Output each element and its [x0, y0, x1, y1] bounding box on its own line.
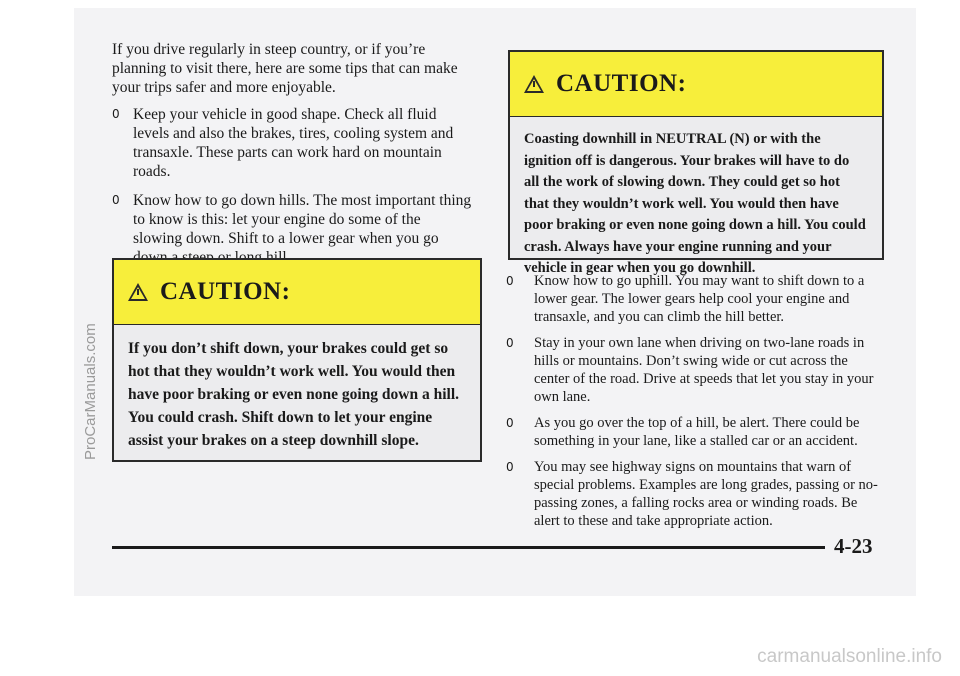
list-item-text: As you go over the top of a hill, be alert. There could be something in your lane, like a stalled car or an accident. [534, 415, 860, 449]
warning-triangle-icon [524, 75, 544, 93]
bottom-watermark: carmanualsonline.info [757, 646, 942, 667]
side-watermark: ProCarManuals.com [82, 323, 99, 460]
caution-title: CAUTION: [556, 70, 687, 97]
bullet-icon: 0 [112, 107, 120, 121]
bullet-icon: 0 [506, 416, 514, 430]
list-item-text: Know how to go uphill. You may want to shift down to a lower gear. The lower gears help cool your engine and transaxle, and you can climb the hill better. [534, 273, 865, 325]
bullet-icon: 0 [506, 274, 514, 288]
caution-body: Coasting downhill in NEUTRAL (N) or with the ignition off is dangerous. Your brakes will have to do all the work of slowing down. They could get so hot that they wouldn’t work well. You would then have poor braking or even none going down a hill. You could crash. Always have your engine running and your vehicle in gear when you go downhill. [524, 131, 866, 276]
list-item [502, 272, 882, 326]
caution-body: If you don’t shift down, your brakes could get so hot that they wouldn’t work well. You would then have poor braking or even none going down a hill. You could crash. Shift down to let your engine assist your brakes on a steep downhill slope. [128, 340, 460, 449]
list-item-text: Stay in your own lane when driving on two-lane roads in hills or mountains. Don’t swing wide or cut across the center of the road. Drive at speeds that let you stay in your own lane. [534, 335, 874, 405]
bullet-icon: 0 [506, 336, 514, 350]
bullet-icon: 0 [112, 193, 120, 207]
left-column [112, 40, 472, 277]
list-item [502, 458, 882, 530]
list-item-text: Keep your vehicle in good shape. Check all fluid levels and also the brakes, tires, cooling system and transaxle. These parts can work hard on mountain roads. [133, 106, 454, 180]
intro-paragraph: If you drive regularly in steep country, or if you’re planning to visit there, here are some tips that can make your trips safer and more enjoyable. [112, 41, 458, 96]
list-item [112, 191, 472, 267]
footer-rule [112, 546, 825, 549]
page-number: 4-23 [834, 534, 873, 558]
bullet-icon: 0 [506, 460, 514, 474]
list-item [112, 105, 472, 181]
list-item-text: Know how to go down hills. The most important thing to know is this: let your engine do some of the slowing down. Shift to a lower gear when you go [133, 192, 472, 247]
caution-title: CAUTION: [160, 278, 291, 305]
right-column [502, 272, 882, 538]
caution-header [114, 260, 480, 325]
caution-box-right [508, 50, 884, 276]
list-item [502, 414, 882, 450]
caution-box-left [112, 258, 482, 462]
caution-header [510, 52, 882, 117]
list-item-text: You may see highway signs on mountains that warn of special problems. Examples are long grades, passing or no-passing zones, a falling rocks area or winding roads. Be alert to these and take appropriate action. [534, 459, 878, 529]
list-item [502, 334, 882, 406]
warning-triangle-icon [128, 283, 148, 301]
